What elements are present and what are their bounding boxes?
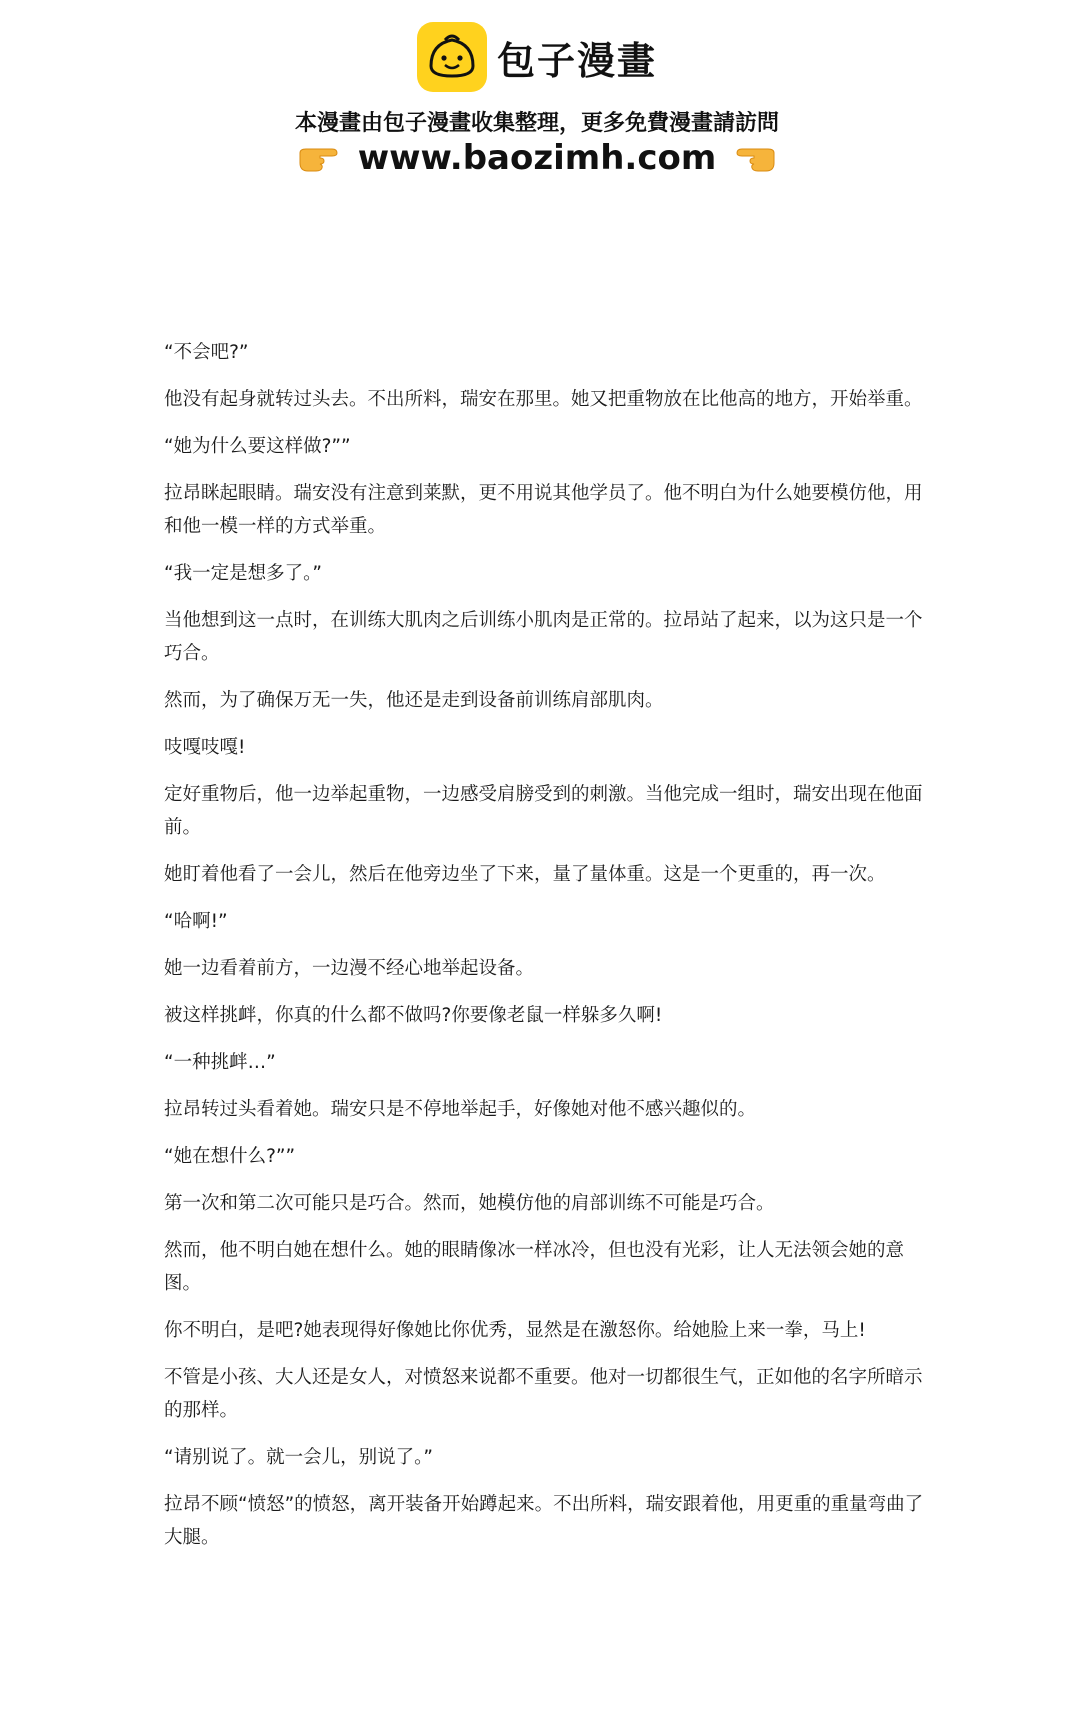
paragraph: 不管是小孩、大人还是女人，对愤怒来说都不重要。他对一切都很生气，正如他的名字所暗示的那样。 [164, 1367, 923, 1421]
paragraph: 他没有起身就转过头去。不出所料，瑞安在那里。她又把重物放在比他高的地方，开始举重。 [164, 389, 923, 410]
paragraph: 当他想到这一点时，在训练大肌肉之后训练小肌肉是正常的。拉昂站了起来，以为这只是一个巧合。 [164, 610, 923, 664]
paragraph: 吱嘎吱嘎! [164, 737, 246, 758]
logo-row[interactable] [0, 22, 1074, 92]
paragraph: 被这样挑衅，你真的什么都不做吗?你要像老鼠一样躲多久啊! [164, 1005, 663, 1026]
paragraph: 她一边看着前方，一边漫不经心地举起设备。 [164, 958, 535, 979]
paragraph: “不会吧?” [164, 342, 249, 363]
paragraph: 拉昂转过头看着她。瑞安只是不停地举起手，好像她对他不感兴趣似的。 [164, 1099, 757, 1120]
tagline: 本漫畫由包子漫畫收集整理，更多免費漫畫請訪問 [294, 111, 779, 136]
paragraph: 拉昂不顾“愤怒”的愤怒，离开装备开始蹲起来。不出所料，瑞安跟着他，用更重的重量弯曲了大腿。 [164, 1494, 924, 1548]
bun-face-icon[interactable] [417, 22, 487, 92]
paragraph: 然而，为了确保万无一失，他还是走到设备前训练肩部肌肉。 [164, 690, 664, 711]
pointing-right-hand-icon [296, 143, 340, 173]
url-row[interactable] [0, 138, 1074, 178]
paragraph: “我一定是想多了。” [164, 563, 322, 584]
paragraph: 第一次和第二次可能只是巧合。然而，她模仿他的肩部训练不可能是巧合。 [164, 1193, 775, 1214]
brand-name[interactable]: 包子漫畫 [496, 38, 657, 83]
paragraph: “哈啊!” [164, 911, 228, 932]
paragraph: “一种挑衅…” [164, 1052, 276, 1073]
paragraph: 她盯着他看了一会儿，然后在他旁边坐了下来，量了量体重。这是一个更重的，再一次。 [164, 864, 886, 885]
paragraph: 你不明白，是吧?她表现得好像她比你优秀，显然是在激怒你。给她脸上来一拳，马上! [164, 1320, 866, 1341]
site-header [0, 0, 1074, 190]
paragraph: 定好重物后，他一边举起重物，一边感受肩膀受到的刺激。当他完成一组时，瑞安出现在他面前。 [164, 784, 923, 838]
paragraph: “她为什么要这样做?”” [164, 436, 351, 457]
paragraph: 拉昂眯起眼睛。瑞安没有注意到莱默，更不用说其他学员了。他不明白为什么她要模仿他，用和他一模一样的方式举重。 [164, 483, 923, 537]
site-url-link[interactable]: www.baozimh.com [357, 138, 717, 178]
story-text [164, 336, 924, 1568]
paragraph: “请别说了。就一会儿，别说了。” [164, 1447, 433, 1468]
paragraph: 然而，他不明白她在想什么。她的眼睛像冰一样冰冷，但也没有光彩，让人无法领会她的意图。 [164, 1240, 905, 1294]
paragraph: “她在想什么?”” [164, 1146, 296, 1167]
pointing-left-hand-icon [734, 143, 778, 173]
